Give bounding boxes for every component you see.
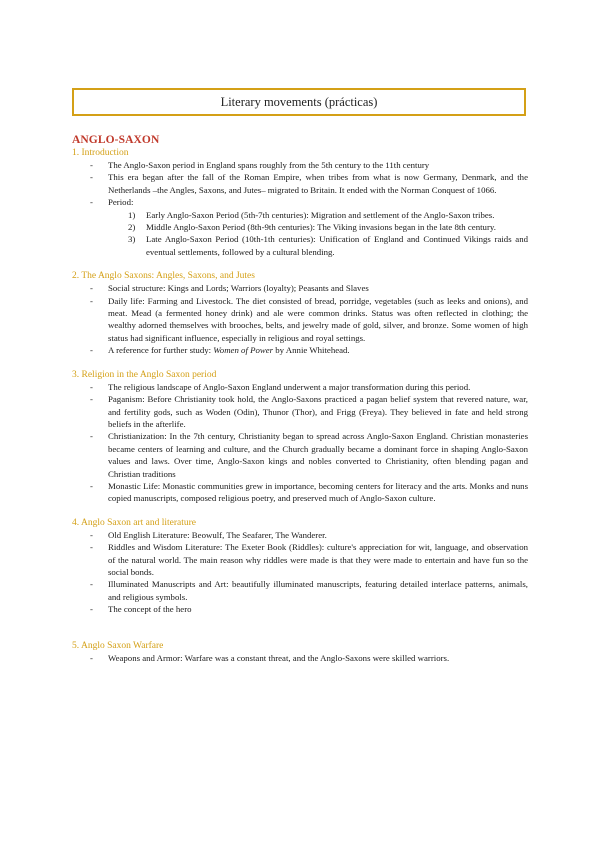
- list-item: - The religious landscape of Anglo-Saxon England underwent a major transformation during this period.: [90, 381, 471, 392]
- bullet-dash: -: [90, 295, 93, 306]
- list-item: - Weapons and Armor: Warfare was a constant threat, and the Anglo-Saxons were skilled warriors.: [90, 652, 450, 663]
- bullet-dash: -: [90, 480, 93, 491]
- bullet-dash: -: [90, 529, 93, 540]
- list-item: - A reference for further study: Women of Power by Annie Whitehead.: [90, 345, 350, 356]
- list-item: - The concept of the hero: [90, 604, 192, 615]
- bullet-dash: -: [90, 381, 93, 392]
- bullet-list: [72, 282, 528, 356]
- numbered-item: 3) Late Anglo-Saxon Period (10th-1th centuries): Unification of England and Continued Vikings raids and eventual settlements, followed by a cultural blending.: [128, 234, 528, 257]
- bullet-dash: -: [90, 579, 93, 590]
- list-item: - The Anglo-Saxon period in England spans roughly from the 5th century to the 11th century: [90, 160, 430, 170]
- list-item: - Social structure: Kings and Lords; Warriors (loyalty); Peasants and Slaves: [90, 283, 369, 294]
- bullet-dash: -: [90, 431, 93, 442]
- bullet-dash: -: [90, 604, 93, 615]
- numbered-item: 2) Middle Anglo-Saxon Period (8th-9th centuries): The Viking invasions began in the late 8th century.: [128, 222, 496, 233]
- bullet-list: [72, 381, 528, 505]
- list-item: - Illuminated Manuscripts and Art: beautifully illuminated manuscripts, featuring detailed interlace patterns, animals, and religious symbols.: [90, 579, 528, 602]
- section-title-anglo-saxons: 2. The Anglo Saxons: Angles, Saxons, and Jutes: [72, 271, 255, 282]
- list-item: - Paganism: Before Christianity took hold, the Anglo-Saxons practiced a pagan belief system that revered nature, war, and fertility gods, such as Woden (Odin), Thunor (Thor), and Frigg (Freya). They believed in fate and held strong beliefs in the afterlife.: [90, 394, 528, 429]
- book-title: Women of Power: [213, 345, 274, 356]
- list-item: - Period:: [90, 197, 134, 208]
- section-title-religion: 3. Religion in the Anglo Saxon period: [72, 369, 217, 380]
- numbered-list: [72, 209, 528, 259]
- document-body: [72, 134, 528, 664]
- section-title-art-literature: 4. Anglo Saxon art and literature: [72, 517, 196, 528]
- list-item: - This era began after the fall of the Roman Empire, when tribes from what is now Germany, Denmark, and the Netherlands –the Angles, Saxons, and Jutes– migrated to Britain. It ended with the Norman Conquest of 1066.: [90, 172, 528, 195]
- bullet-dash: -: [90, 542, 93, 553]
- bullet-dash: -: [90, 172, 93, 183]
- document-title: Literary movements (prácticas): [72, 88, 526, 116]
- main-heading: ANGLO-SAXON: [72, 134, 160, 146]
- list-item: - Old English Literature: Beowulf, The Seafarer, The Wanderer.: [90, 529, 327, 540]
- bullet-list: [72, 529, 528, 616]
- bullet-dash: -: [90, 345, 93, 356]
- bullet-dash: -: [90, 283, 93, 294]
- bullet-dash: -: [90, 197, 93, 208]
- list-item: - Daily life: Farming and Livestock. The diet consisted of bread, porridge, vegetables (such as leeks and onions), and meat. Mead (a fermented honey drink) and ale were common drinks. Status was often reflected in clothing; the wealthy adorned themselves with brooches, belts, and jewelry made of gold, silver, and bronze. Some women of high status had significant influence, especially in religious and royal settings.: [90, 295, 528, 343]
- numbered-item: 1) Early Anglo-Saxon Period (5th-7th centuries): Migration and settlement of the Anglo-Saxon tribes.: [128, 209, 495, 220]
- bullet-list: [72, 652, 528, 664]
- list-item: - Monastic Life: Monastic communities grew in importance, becoming centers for literacy and the arts. Monks and nuns copied manuscripts, composed religious poetry, and preserved much of Anglo-Saxon culture.: [90, 480, 528, 504]
- section-title-warfare: 5. Anglo Saxon Warfare: [72, 640, 164, 651]
- bullet-dash: -: [90, 394, 93, 405]
- bullet-dash: -: [90, 160, 93, 170]
- list-item: - Riddles and Wisdom Literature: The Exeter Book (Riddles): culture's appreciation for wit, language, and observation of the natural world. The main reason why riddles were made is that they were made to entertain and have fun so the social bonds.: [90, 542, 528, 577]
- section-title-introduction: 1. Introduction: [72, 148, 129, 158]
- bullet-list: [72, 159, 528, 209]
- list-item: - Christianization: In the 7th century, Christianity began to spread across Anglo-Saxon England. Christian monasteries became centers of learning and culture, and the Church gradually became a dominant force in shaping Anglo-Saxon values and laws. Over time, Anglo-Saxon kings and nobles converted to Christianity, often blending pagan and Christian traditions: [90, 431, 528, 479]
- bullet-dash: -: [90, 652, 93, 663]
